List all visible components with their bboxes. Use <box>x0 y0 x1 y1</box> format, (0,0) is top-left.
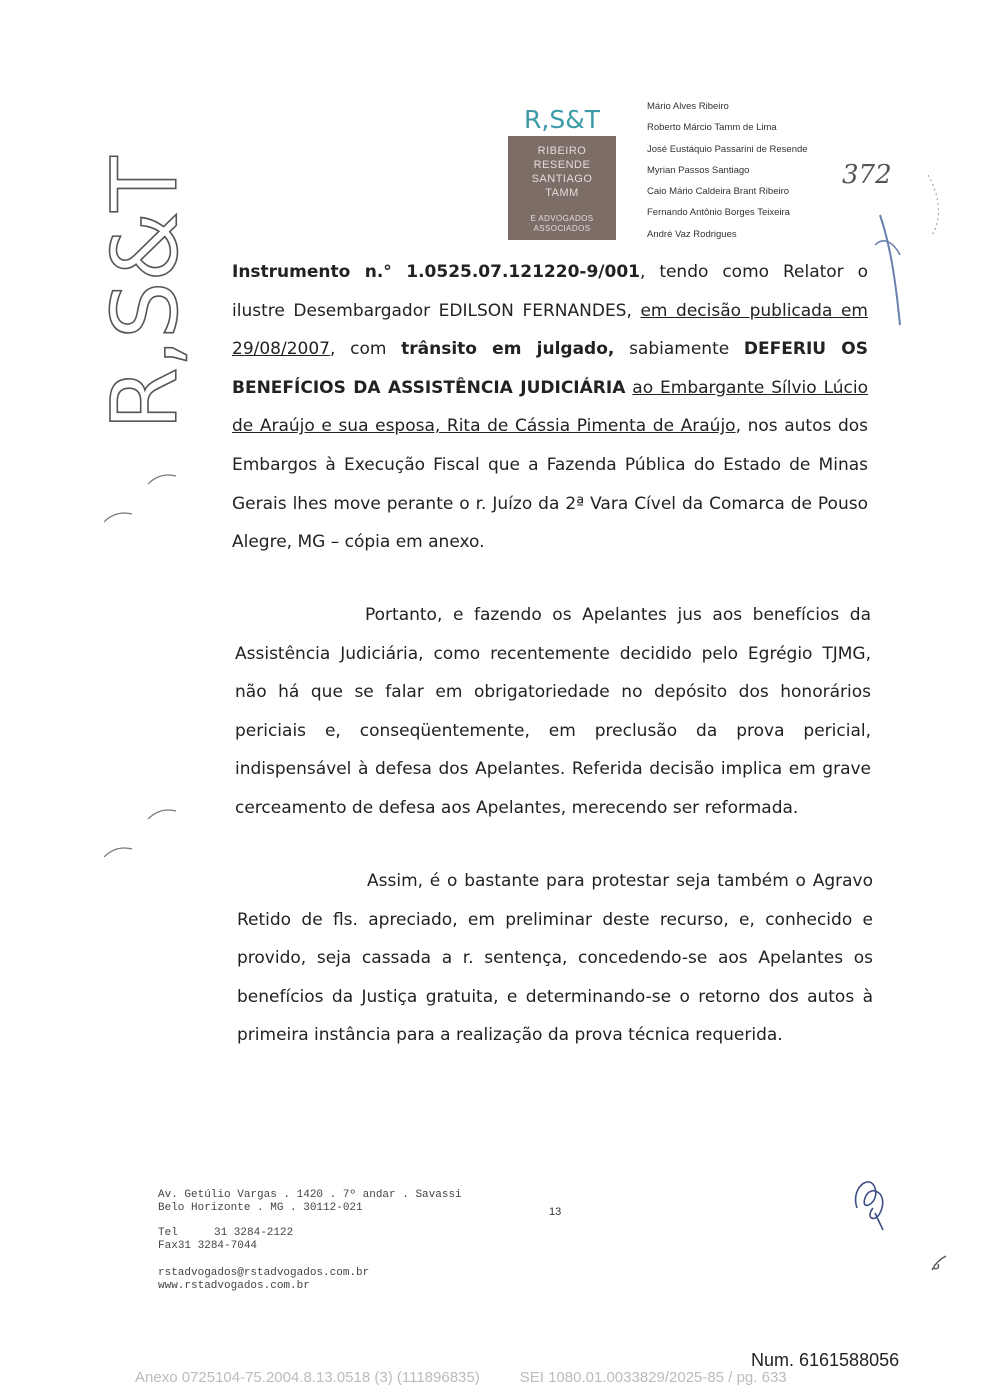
page-number: 13 <box>549 1206 562 1218</box>
margin-mark-icon <box>146 470 186 486</box>
document-number: Num. 6161588056 <box>751 1350 900 1370</box>
text-run: , nos autos dos Embargos à Execução Fiscal que a Fazenda Pública do Estado de Minas Gerais lhes move perante o r. Juízo da 2ª Vara Cível da Comarca de Pouso Alegre, MG – cópia em anexo. <box>232 416 869 553</box>
tel-number: 31 3284-2122 <box>214 1227 294 1239</box>
underlined-text: ao Embargante Sílvio Lúcio de Araújo e sua esposa, Rita de Cássia Pimenta de Araújo <box>232 377 868 437</box>
body-paragraph-1 <box>232 253 868 562</box>
partner-name: José Eustáquio Passarini de Resende <box>647 143 808 155</box>
side-logo-text: R,S&T <box>93 156 198 430</box>
text-run: , com <box>329 339 402 360</box>
sei-reference: SEI 1080.01.0033829/2025-85 / pg. 633 <box>519 1369 787 1386</box>
phone-line <box>158 1227 518 1240</box>
logo-name: TAMM <box>545 187 579 199</box>
fax-line <box>158 1240 518 1253</box>
bold-text: trânsito em julgado, <box>401 339 615 360</box>
partner-name: Myrian Passos Santiago <box>647 164 750 176</box>
partner-name: Mário Alves Ribeiro <box>647 101 729 112</box>
body-paragraph-2 <box>235 596 871 828</box>
logo-name: SANTIAGO <box>531 173 593 185</box>
body-paragraph-3 <box>237 862 873 1055</box>
logo-names <box>508 144 616 200</box>
partner-name: Caio Mário Caldeira Brant Ribeiro <box>647 186 790 198</box>
margin-mark-icon <box>102 843 142 859</box>
logo-assoc-line: ASSOCIADOS <box>533 224 591 233</box>
handwritten-folio: 372 <box>842 160 892 190</box>
text-run: Portanto, e fazendo os Apelantes jus aos benefícios da Assistência Judiciária, como recentemente decidido pelo Egrégio TJMG, não há que se falar em obrigatoriedade no depósito dos honorários periciais e, conseqüentemente, em preclusão da prova pericial, indispensável à defesa dos Apelantes. Referida decisão implica em grave cerceamento de defesa aos Apelantes, merecendo ser reformada. <box>235 605 871 818</box>
email-link[interactable]: rstadvogados@rstadvogados.com.br <box>158 1267 370 1279</box>
logo-assoc <box>508 214 616 234</box>
logo-name: RIBEIRO <box>537 145 587 157</box>
address-line: Av. Getúlio Vargas . 1420 . 7º andar . Savassi <box>158 1189 462 1201</box>
fax-label: Fax <box>158 1240 178 1252</box>
firm-logo <box>508 106 616 238</box>
signature-initials-icon <box>845 1168 895 1233</box>
annex-id: Anexo 0725104-75.2004.8.13.0518 (3) (111896835) <box>135 1369 480 1386</box>
partner-name: André Vaz Rodrigues <box>647 228 737 240</box>
logo-assoc-line: E ADVOGADOS <box>530 214 594 223</box>
margin-mark-icon <box>102 508 142 524</box>
address-line: Belo Horizonte . MG . 30112-021 <box>158 1202 363 1214</box>
footer-contact <box>158 1189 518 1293</box>
partner-name: Fernando Antônio Borges Teixeira <box>647 207 790 219</box>
annex-reference <box>135 1369 875 1386</box>
handwritten-mark-icon <box>870 175 950 335</box>
website-link[interactable]: www.rstadvogados.com.br <box>158 1280 310 1292</box>
text-run: Assim, é o bastante para protestar seja também o Agravo Retido de fls. apreciado, em preliminar deste recurso, e, conhecido e provido, seja cassada a r. sentença, concedendo-se aos Apelantes os benefícios da Justiça gratuita, e determinando-se o retorno dos autos à primeira instância para a realização da prova técnica requerida. <box>237 871 873 1046</box>
logo-title: R,S&T <box>524 105 600 134</box>
instrument-number: Instrumento n.° 1.0525.07.121220-9/001 <box>232 262 640 282</box>
partner-name: Roberto Márcio Tamm de Lima <box>647 122 777 134</box>
side-logo <box>58 95 218 435</box>
tel-label: Tel <box>158 1227 178 1239</box>
margin-mark-icon <box>146 805 186 821</box>
underlined-text: em decisão publicada em 29/08/2007 <box>232 300 868 360</box>
text-run: sabiamente <box>614 339 744 360</box>
fax-number: 31 3284-7044 <box>177 1240 258 1252</box>
logo-box <box>508 136 616 240</box>
bold-text: DEFERIU OS BENEFÍCIOS DA ASSISTÊNCIA JUDICIÁRIA <box>232 339 868 398</box>
logo-name: RESENDE <box>533 159 591 171</box>
handwritten-tick-icon <box>928 1252 950 1274</box>
text-run: , tendo como Relator o ilustre Desembargador EDILSON FERNANDES, <box>232 262 868 321</box>
